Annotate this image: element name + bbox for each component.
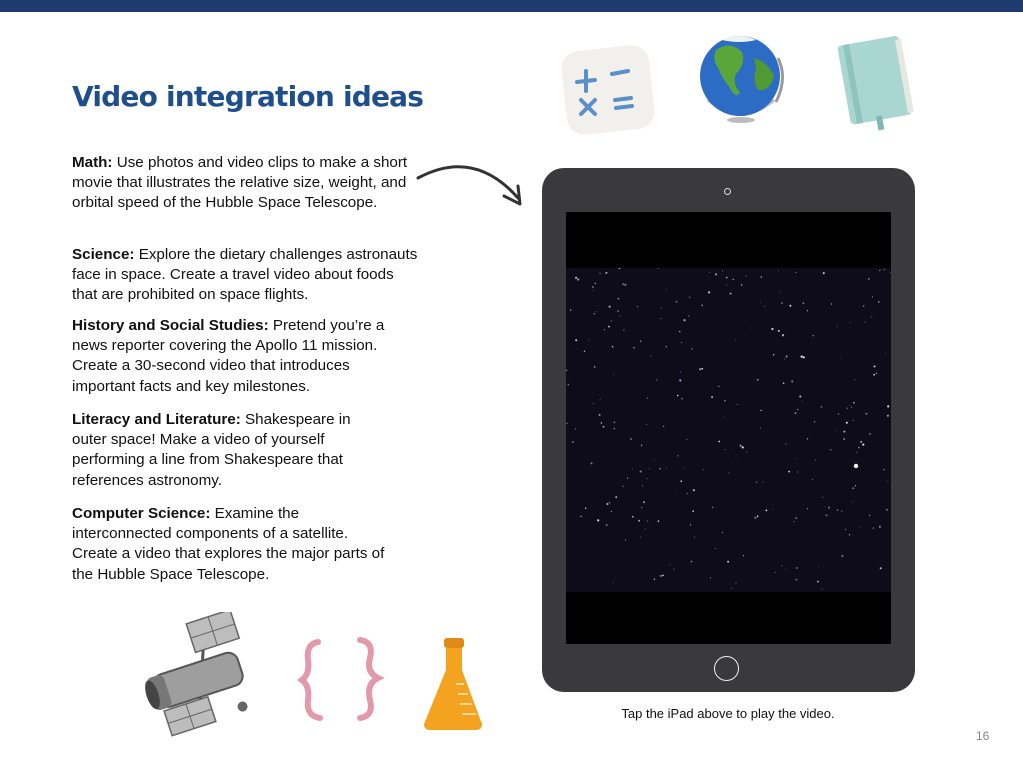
ipad-screen[interactable] — [566, 212, 891, 644]
hubble-telescope-icon — [134, 612, 268, 746]
page-title: Video integration ideas — [72, 80, 424, 113]
idea-text: Shakespeare in outer space! Make a video of yourself performing a line from Shakespeare that references astronomy. — [72, 411, 351, 489]
arrow-icon — [414, 158, 528, 212]
idea-computer-science — [72, 504, 392, 585]
idea-subject: Literacy and Literature: — [72, 411, 241, 428]
idea-subject: History and Social Studies: — [72, 317, 269, 334]
idea-text: Explore the dietary challenges astronauts face in space. Create a travel video about foods that are prohibited on space flights. — [72, 246, 418, 304]
idea-text: Examine the interconnected components of a satellite. Create a video that explores the major parts of the Hubble Space Telescope. — [72, 505, 385, 583]
home-button[interactable] — [714, 656, 739, 681]
idea-history — [72, 316, 407, 397]
idea-subject: Computer Science: — [72, 505, 211, 522]
video-starfield[interactable] — [566, 268, 891, 592]
starfield-image — [566, 268, 891, 592]
idea-literacy — [72, 410, 372, 491]
idea-math — [72, 153, 412, 214]
idea-subject: Science: — [72, 246, 135, 263]
math-symbols-icon — [560, 44, 658, 136]
idea-subject: Math: — [72, 154, 113, 171]
idea-science — [72, 245, 422, 306]
ipad-video-player[interactable] — [542, 168, 915, 692]
flask-icon — [420, 634, 486, 734]
idea-text: Pretend you’re a news reporter covering the Apollo 11 mission. Create a 30-second video that introduces important facts and key milestones. — [72, 317, 385, 395]
curly-braces-icon — [296, 634, 388, 726]
page-number: 16 — [976, 729, 990, 743]
idea-text: Use photos and video clips to make a short movie that illustrates the relative size, weight, and orbital speed of the Hubble Space Telescope. — [72, 154, 408, 212]
video-caption: Tap the iPad above to play the video. — [621, 706, 835, 721]
top-banner — [0, 0, 1023, 12]
camera-dot — [724, 188, 731, 195]
book-icon — [832, 30, 920, 134]
globe-icon — [696, 28, 786, 128]
